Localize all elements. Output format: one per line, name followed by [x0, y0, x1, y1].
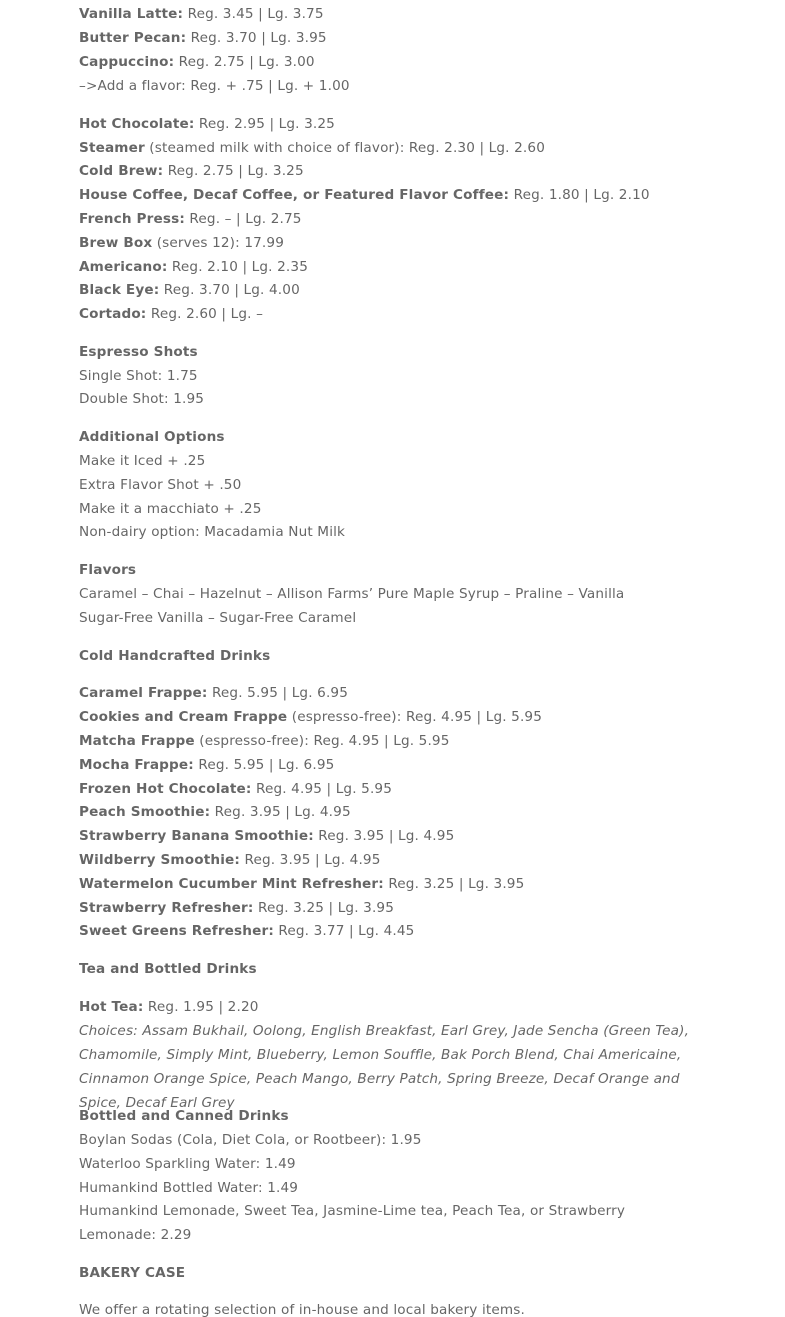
item-name: House Coffee, Decaf Coffee, or Featured Flavor Coffee: [79, 187, 510, 203]
menu-item-mocha-frappe [79, 753, 719, 777]
menu-item-brew-box [79, 231, 719, 255]
item-price: Reg. 3.95 | Lg. 4.95 [210, 804, 351, 820]
menu-item-hot-chocolate [79, 112, 719, 136]
section-title-flavors: Flavors [79, 562, 137, 578]
item-price: Reg. – | Lg. 2.75 [184, 211, 302, 227]
item-price: Reg. 3.70 | Lg. 4.00 [159, 282, 300, 298]
item-name: Cookies and Cream Frappe [79, 709, 288, 725]
list-item: Non-dairy option: Macadamia Nut Milk [79, 524, 346, 540]
list-item: Humankind Lemonade, Sweet Tea, Jasmine-Lime tea, Peach Tea, or Strawberry Lemonade: 2.29 [79, 1203, 626, 1243]
list-item: Waterloo Sparkling Water: 1.49 [79, 1156, 296, 1172]
section-title-bottled: Bottled and Canned Drinks [79, 1108, 289, 1124]
menu-item-black-eye [79, 278, 719, 302]
item-name: Cortado: [79, 306, 147, 322]
item-name: Americano: [79, 259, 168, 275]
item-name: Caramel Frappe: [79, 685, 208, 701]
menu-item-cookies-cream-frappe [79, 705, 719, 729]
item-name: Matcha Frappe [79, 733, 195, 749]
item-name: Cold Brew: [79, 163, 164, 179]
item-price: (steamed milk with choice of flavor): Reg. 2.30 | Lg. 2.60 [144, 140, 545, 156]
list-item: Single Shot: 1.75 [79, 368, 198, 384]
list-item: Humankind Bottled Water: 1.49 [79, 1180, 299, 1196]
item-name: French Press: [79, 211, 185, 227]
item-name: Hot Chocolate: [79, 116, 195, 132]
item-name: Sweet Greens Refresher: [79, 923, 274, 939]
item-name: Strawberry Banana Smoothie: [79, 828, 314, 844]
section-title-bakery: BAKERY CASE [79, 1265, 186, 1281]
item-price: (espresso-free): Reg. 4.95 | Lg. 5.95 [194, 733, 450, 749]
item-price: Reg. 3.95 | Lg. 4.95 [313, 828, 455, 844]
menu-item-strawberry-banana-smoothie [79, 824, 719, 848]
item-price: Reg. 2.60 | Lg. – [146, 306, 264, 322]
menu-item-watermelon-refresher [79, 872, 719, 896]
item-price: Reg. 3.70 | Lg. 3.95 [186, 30, 327, 46]
item-name: Frozen Hot Chocolate: [79, 781, 252, 797]
item-name: Mocha Frappe: [79, 757, 194, 773]
menu-item-cappuccino [79, 50, 719, 74]
menu-item-house-coffee [79, 183, 719, 207]
item-price: Reg. 3.25 | Lg. 3.95 [383, 876, 525, 892]
item-price: Reg. 3.77 | Lg. 4.45 [273, 923, 415, 939]
item-name: Cappuccino: [79, 54, 175, 70]
list-item: Sugar-Free Vanilla – Sugar-Free Caramel [79, 610, 357, 626]
item-price: Reg. 2.95 | Lg. 3.25 [194, 116, 335, 132]
menu-item-french-press [79, 207, 719, 231]
item-price: Reg. 4.95 | Lg. 5.95 [251, 781, 393, 797]
item-name: Peach Smoothie: [79, 804, 211, 820]
menu-item-cold-brew [79, 159, 719, 183]
item-price: Reg. 2.75 | Lg. 3.00 [174, 54, 315, 70]
item-name: Brew Box [79, 235, 153, 251]
list-item: Double Shot: 1.95 [79, 391, 205, 407]
section-title-cold-drinks: Cold Handcrafted Drinks [79, 648, 271, 664]
section-title-additional-options: Additional Options [79, 429, 225, 445]
item-price: Reg. 1.80 | Lg. 2.10 [509, 187, 650, 203]
menu-item-caramel-frappe [79, 681, 719, 705]
item-name: Steamer [79, 140, 145, 156]
item-price: Reg. 3.95 | Lg. 4.95 [239, 852, 381, 868]
item-name: Vanilla Latte: [79, 6, 184, 22]
item-price: (espresso-free): Reg. 4.95 | Lg. 5.95 [287, 709, 543, 725]
menu-item-butter-pecan [79, 26, 719, 50]
menu-item-wildberry-smoothie [79, 848, 719, 872]
list-item: Make it Iced + .25 [79, 453, 206, 469]
menu-item-americano [79, 255, 719, 279]
add-flavor-note: –>Add a flavor: Reg. + .75 | Lg. + 1.00 [79, 78, 350, 94]
item-name: Black Eye: [79, 282, 160, 298]
section-title-tea: Tea and Bottled Drinks [79, 961, 257, 977]
item-name: Butter Pecan: [79, 30, 187, 46]
menu-item-peach-smoothie [79, 800, 719, 824]
menu-item-cortado [79, 302, 719, 326]
bakery-description: We offer a rotating selection of in-house and local bakery items. [79, 1302, 525, 1317]
item-price: Reg. 3.25 | Lg. 3.95 [253, 900, 395, 916]
item-price: Reg. 2.75 | Lg. 3.25 [163, 163, 304, 179]
tea-choices: Choices: Assam Bukhail, Oolong, English Breakfast, Earl Grey, Jade Sencha (Green Tea), Chamomile, Simply Mint, Blueberry, Lemon Souffle, Bak Porch Blend, Chai Americaine, Cinnamon Orange Spice, Peach Mango, Berry Patch, Spring Breeze, Decaf Orange and Spice, Decaf Earl Grey [79, 1023, 690, 1111]
item-name: Wildberry Smoothie: [79, 852, 240, 868]
item-price: Reg. 3.45 | Lg. 3.75 [183, 6, 324, 22]
item-price: Reg. 2.10 | Lg. 2.35 [167, 259, 308, 275]
section-title-espresso-shots: Espresso Shots [79, 344, 198, 360]
menu-item-matcha-frappe [79, 729, 719, 753]
item-price: (serves 12): 17.99 [152, 235, 284, 251]
item-name: Hot Tea: [79, 999, 144, 1015]
item-price: Reg. 1.95 | 2.20 [143, 999, 259, 1015]
menu-item-vanilla-latte [79, 2, 719, 26]
list-item: Extra Flavor Shot + .50 [79, 477, 242, 493]
menu-item-strawberry-refresher [79, 896, 719, 920]
menu-item-sweet-greens-refresher [79, 919, 719, 943]
menu-item-hot-tea [79, 995, 719, 1019]
item-price: Reg. 5.95 | Lg. 6.95 [207, 685, 349, 701]
item-name: Watermelon Cucumber Mint Refresher: [79, 876, 384, 892]
list-item: Boylan Sodas (Cola, Diet Cola, or Rootbeer): 1.95 [79, 1132, 422, 1148]
item-price: Reg. 5.95 | Lg. 6.95 [193, 757, 335, 773]
list-item: Caramel – Chai – Hazelnut – Allison Farms’ Pure Maple Syrup – Praline – Vanilla [79, 586, 625, 602]
list-item: Make it a macchiato + .25 [79, 501, 262, 517]
menu-item-frozen-hot-chocolate [79, 777, 719, 801]
item-name: Strawberry Refresher: [79, 900, 254, 916]
menu-item-steamer [79, 136, 719, 160]
